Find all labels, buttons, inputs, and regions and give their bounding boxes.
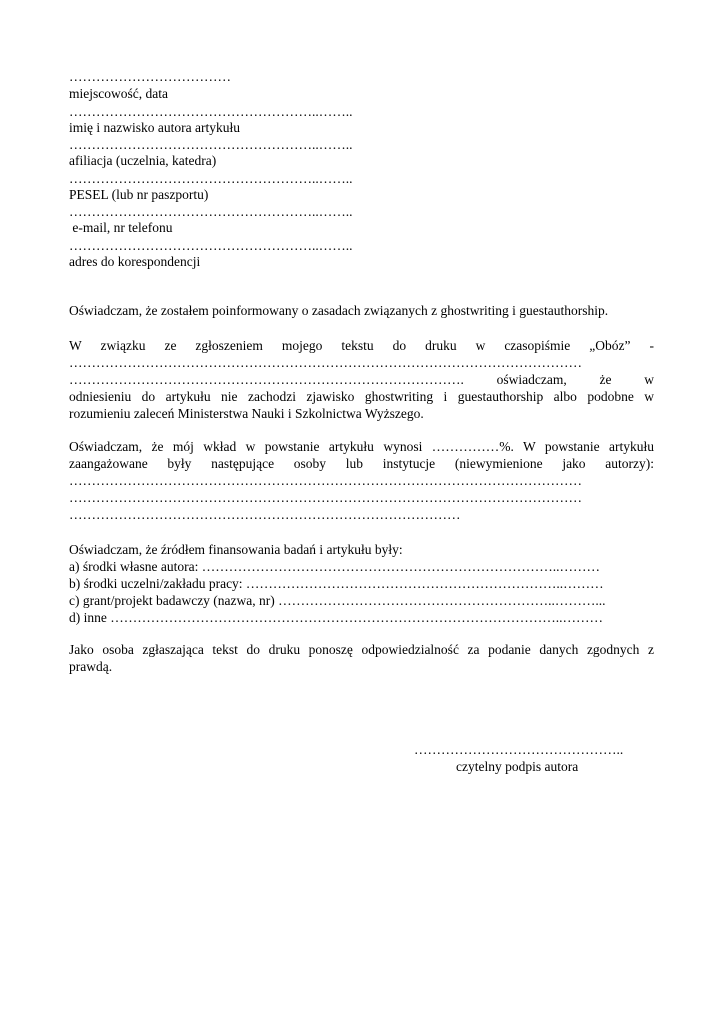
contribution-line-4: …………………………………………………………………………………………………… <box>69 490 582 505</box>
contact-label: e-mail, nr telefonu <box>69 220 173 235</box>
responsibility-line-2: prawdą. <box>69 659 113 674</box>
contribution-line-2: zaangażowane były następujące osoby lub instytucje (niewymienione jako autorzy): <box>69 456 654 471</box>
contact-dots: ………………………………………………..…….. <box>69 204 353 219</box>
author-name-label: imię i nazwisko autora artykułu <box>69 120 240 135</box>
affiliation-dots: ………………………………………………..…….. <box>69 137 353 152</box>
contribution-line-3: …………………………………………………………………………………………………… <box>69 473 582 488</box>
funding-other: d) inne ………………………………………………………………………………………..……… <box>69 610 603 625</box>
address-label: adres do korespondencji <box>69 254 201 269</box>
submission-line-2: …………………………………………………………………………………………………… <box>69 355 582 370</box>
submission-declaration <box>69 337 654 422</box>
funding-own-resources: a) środki własne autora: ……………………………………………………………………..……… <box>69 559 600 574</box>
signature-dots: ……………………………………….. <box>414 742 624 757</box>
funding-grant: c) grant/projekt badawczy (nazwa, nr) ……………………………………………………..………... <box>69 593 606 608</box>
affiliation-label: afiliacja (uczelnia, katedra) <box>69 153 217 168</box>
author-name-dots: ………………………………………………..…….. <box>69 104 353 119</box>
pesel-dots: ………………………………………………..…….. <box>69 171 353 186</box>
informed-declaration: Oświadczam, że zostałem poinformowany o zasadach związanych z ghostwriting i guestauthorship. <box>69 303 609 318</box>
signature-label: czytelny podpis autora <box>456 759 579 774</box>
address-dots: ………………………………………………..…….. <box>69 238 353 253</box>
place-date-dots: ……………………………… <box>69 69 231 84</box>
responsibility-declaration <box>69 641 654 675</box>
contribution-line-1: Oświadczam, że mój wkład w powstanie artykułu wynosi ……………%. W powstanie artykułu <box>69 439 654 454</box>
responsibility-line-1: Jako osoba zgłaszająca tekst do druku ponoszę odpowiedzialność za podanie danych zgodnych z <box>69 642 654 657</box>
funding-intro: Oświadczam, że źródłem finansowania badań i artykułu były: <box>69 542 403 557</box>
submission-line-5: rozumieniu zaleceń Ministerstwa Nauki i Szkolnictwa Wyższego. <box>69 406 424 421</box>
submission-line-3: ……………………………………………………………………………. oświadczam, że w <box>69 372 654 387</box>
contribution-declaration <box>69 438 654 523</box>
submission-line-1: W związku ze zgłoszeniem mojego tekstu do druku w czasopiśmie „Obóz” - <box>69 338 654 353</box>
funding-university: b) środki uczelni/zakładu pracy: ……………………………………………………………..……… <box>69 576 604 591</box>
contribution-line-5: …………………………………………………………………………… <box>69 507 461 522</box>
submission-line-4: odniesieniu do artykułu nie zachodzi zjawisko ghostwriting i guestauthorship albo podobne w <box>69 389 654 404</box>
place-date-label: miejscowość, data <box>69 86 168 101</box>
pesel-label: PESEL (lub nr paszportu) <box>69 187 209 202</box>
